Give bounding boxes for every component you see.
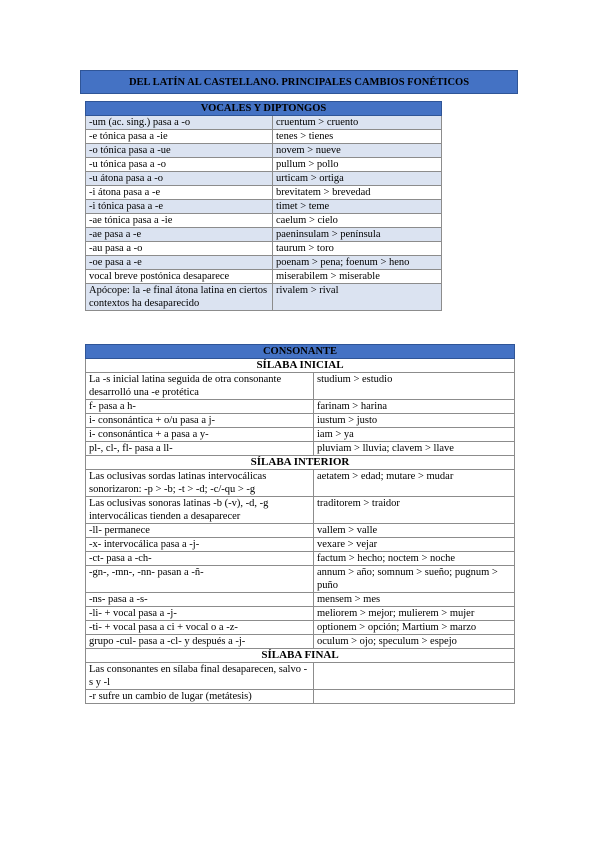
table-row <box>86 414 515 428</box>
rule-cell: pl-, cl-, fl- pasa a ll- <box>86 442 314 456</box>
rule-cell: -i tónica pasa a -e <box>86 200 273 214</box>
table-row <box>86 144 442 158</box>
example-cell <box>314 690 515 704</box>
example-cell: brevitatem > brevedad <box>273 186 442 200</box>
table-row <box>86 470 515 497</box>
rule-cell: f- pasa a h- <box>86 400 314 414</box>
table-row <box>86 690 515 704</box>
table-row <box>86 593 515 607</box>
table-row <box>86 200 442 214</box>
table-row <box>86 663 515 690</box>
table-row <box>86 158 442 172</box>
section-row <box>86 456 515 470</box>
table-row <box>86 635 515 649</box>
rule-cell: -au pasa a -o <box>86 242 273 256</box>
example-cell: poenam > pena; foenum > heno <box>273 256 442 270</box>
rule-cell: -e tónica pasa a -ie <box>86 130 273 144</box>
rule-cell: -um (ac. sing.) pasa a -o <box>86 116 273 130</box>
rule-cell: -ae pasa a -e <box>86 228 273 242</box>
example-cell: annum > año; somnum > sueño; pugnum > puño <box>314 566 515 593</box>
rule-cell: -ae tónica pasa a -ie <box>86 214 273 228</box>
section-heading-initial: SÍLABA INICIAL <box>86 359 515 373</box>
example-cell: timet > teme <box>273 200 442 214</box>
table-row <box>86 214 442 228</box>
table-row <box>86 186 442 200</box>
rule-cell: Las oclusivas sordas latinas intervocálicas sonorizaron: -p > -b; -t > -d; -c/-qu > -g <box>86 470 314 497</box>
table-row <box>86 538 515 552</box>
example-cell: tenes > tienes <box>273 130 442 144</box>
rule-cell: -li- + vocal pasa a -j- <box>86 607 314 621</box>
rule-cell: Las consonantes en sílaba final desaparecen, salvo -s y -l <box>86 663 314 690</box>
example-cell: aetatem > edad; mutare > mudar <box>314 470 515 497</box>
table-row <box>86 566 515 593</box>
table-row <box>86 284 442 311</box>
vowels-header-row <box>86 102 442 116</box>
rule-cell: -i átona pasa a -e <box>86 186 273 200</box>
section-heading-interior: SÍLABA INTERIOR <box>86 456 515 470</box>
example-cell: miserabilem > miserable <box>273 270 442 284</box>
table-row <box>86 172 442 186</box>
rule-cell: -ns- pasa a -s- <box>86 593 314 607</box>
rule-cell: La -s inicial latina seguida de otra consonante desarrolló una -e protética <box>86 373 314 400</box>
rule-cell: -ll- permanece <box>86 524 314 538</box>
consonants-header-row <box>86 345 515 359</box>
example-cell: oculum > ojo; speculum > espejo <box>314 635 515 649</box>
table-row <box>86 607 515 621</box>
example-cell: traditorem > traidor <box>314 497 515 524</box>
vowels-header: VOCALES Y DIPTONGOS <box>86 102 442 116</box>
rule-cell: -oe pasa a -e <box>86 256 273 270</box>
rule-cell: -ct- pasa a -ch- <box>86 552 314 566</box>
section-row <box>86 649 515 663</box>
example-cell: iustum > justo <box>314 414 515 428</box>
table-row <box>86 256 442 270</box>
example-cell: caelum > cielo <box>273 214 442 228</box>
rule-cell: -r sufre un cambio de lugar (metátesis) <box>86 690 314 704</box>
table-row <box>86 621 515 635</box>
example-cell: farinam > harina <box>314 400 515 414</box>
example-cell: taurum > toro <box>273 242 442 256</box>
table-row <box>86 116 442 130</box>
vowels-table <box>85 101 442 311</box>
example-cell: mensem > mes <box>314 593 515 607</box>
rule-cell: -u átona pasa a -o <box>86 172 273 186</box>
example-cell: cruentum > cruento <box>273 116 442 130</box>
table-row <box>86 442 515 456</box>
rule-cell: i- consonántica + o/u pasa a j- <box>86 414 314 428</box>
table-row <box>86 524 515 538</box>
section-row <box>86 359 515 373</box>
table-row <box>86 497 515 524</box>
example-cell: iam > ya <box>314 428 515 442</box>
rule-cell: Las oclusivas sonoras latinas -b (-v), -d, -g intervocálicas tienden a desaparecer <box>86 497 314 524</box>
table-row <box>86 228 442 242</box>
example-cell: paeninsulam > península <box>273 228 442 242</box>
example-cell: factum > hecho; noctem > noche <box>314 552 515 566</box>
consonants-header: CONSONANTE <box>86 345 515 359</box>
rule-cell: -gn-, -mn-, -nn- pasan a -ñ- <box>86 566 314 593</box>
page-title: DEL LATÍN AL CASTELLANO. PRINCIPALES CAMBIOS FONÉTICOS <box>80 70 518 94</box>
example-cell: vexare > vejar <box>314 538 515 552</box>
example-cell: pullum > pollo <box>273 158 442 172</box>
table-row <box>86 242 442 256</box>
example-cell: pluviam > lluvia; clavem > llave <box>314 442 515 456</box>
example-cell: novem > nueve <box>273 144 442 158</box>
rule-cell: -x- intervocálica pasa a -j- <box>86 538 314 552</box>
consonants-table <box>85 344 515 704</box>
rule-cell: Apócope: la -e final átona latina en ciertos contextos ha desaparecido <box>86 284 273 311</box>
rule-cell: -o tónica pasa a -ue <box>86 144 273 158</box>
table-row <box>86 552 515 566</box>
table-row <box>86 130 442 144</box>
example-cell: meliorem > mejor; mulierem > mujer <box>314 607 515 621</box>
rule-cell: -u tónica pasa a -o <box>86 158 273 172</box>
example-cell: studium > estudio <box>314 373 515 400</box>
rule-cell: i- consonántica + a pasa a y- <box>86 428 314 442</box>
example-cell: rivalem > rival <box>273 284 442 311</box>
rule-cell: -ti- + vocal pasa a ci + vocal o a -z- <box>86 621 314 635</box>
section-heading-final: SÍLABA FINAL <box>86 649 515 663</box>
rule-cell: vocal breve postónica desaparece <box>86 270 273 284</box>
table-row <box>86 270 442 284</box>
rule-cell: grupo -cul- pasa a -cl- y después a -j- <box>86 635 314 649</box>
example-cell <box>314 663 515 690</box>
example-cell: vallem > valle <box>314 524 515 538</box>
table-row <box>86 428 515 442</box>
table-row <box>86 400 515 414</box>
table-row <box>86 373 515 400</box>
example-cell: optionem > opción; Martium > marzo <box>314 621 515 635</box>
example-cell: urticam > ortiga <box>273 172 442 186</box>
